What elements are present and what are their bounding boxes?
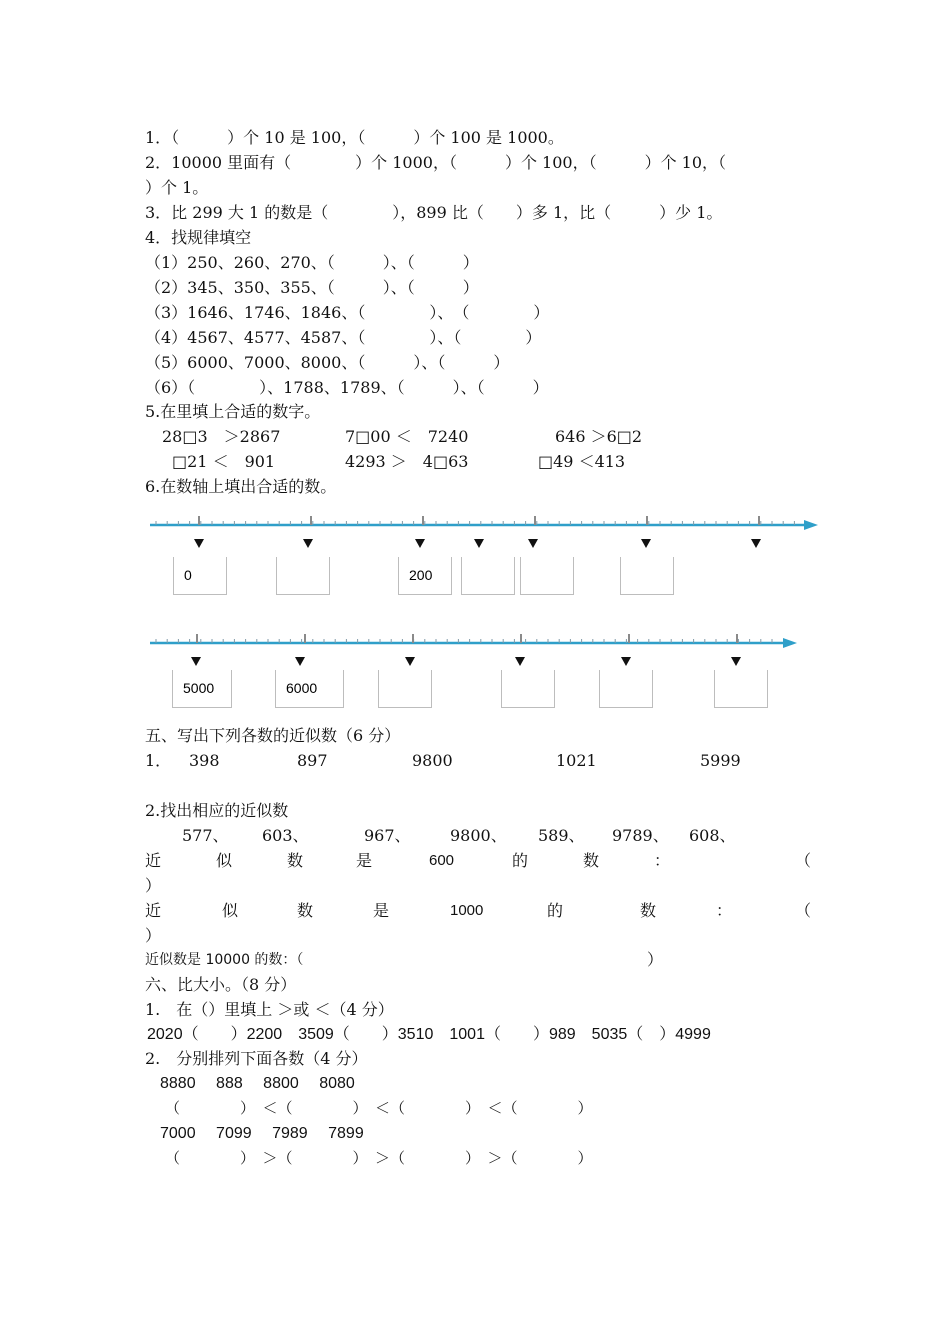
- answer-box-label: 6000: [286, 680, 318, 696]
- q5-cmp-3: 646 ＞6□2: [555, 427, 643, 446]
- pointer-arrow-icon: [641, 539, 651, 548]
- s6-q1-row: 2020（ ）2200 3509（ ）3510 1001（ ）989 5035（ ）4999: [147, 1026, 711, 1043]
- a1000-w9: （: [795, 901, 812, 920]
- s5-num-1: 398: [189, 751, 220, 770]
- a1000-w6: 的: [547, 901, 564, 920]
- s5-num-5: 5999: [700, 751, 741, 770]
- s6-set1: 8880 888 8800 8080: [160, 1075, 355, 1092]
- s5-q2-title: 2.找出相应的近似数: [145, 801, 289, 820]
- a1000-w8: ：: [716, 901, 733, 920]
- answer-box-2-5[interactable]: [599, 670, 653, 708]
- pointer-arrow-icon: [405, 657, 415, 666]
- a600-w4: 是: [356, 851, 373, 870]
- pointer-arrow-icon: [731, 657, 741, 666]
- answer-box-2-3[interactable]: [378, 670, 432, 708]
- a1000-w5: 1000: [450, 902, 484, 919]
- a1000-w7: 数: [640, 901, 657, 920]
- answer-box-1-2[interactable]: [276, 557, 330, 595]
- a1000-w2: 似: [222, 901, 239, 920]
- q4-item-4: （4）4567、4577、4587、（ ）、（ ）: [145, 328, 542, 347]
- a1000-close: ）: [145, 926, 162, 945]
- number-line-2: [0, 625, 950, 665]
- pointer-arrow-icon: [528, 539, 538, 548]
- pointer-arrow-icon: [621, 657, 631, 666]
- section6-title: 六、比大小。（8 分）: [145, 975, 297, 994]
- a10000-line: 近似数是 10000 的数：（: [145, 952, 304, 968]
- s5-num-3: 9800: [412, 751, 453, 770]
- answer-box-label: 5000: [183, 680, 215, 696]
- s5-q2-num-1: 577、: [182, 826, 229, 845]
- a10000-close: ）: [647, 950, 664, 969]
- q5-cmp-1: 28□3 ＞2867: [162, 427, 281, 446]
- q4-title: 4．找规律填空: [145, 228, 252, 247]
- q1-line: 1．（ ）个 10 是 100，（ ）个 100 是 1000。: [145, 128, 564, 147]
- pointer-arrow-icon: [415, 539, 425, 548]
- answer-box-2-2[interactable]: [275, 670, 344, 708]
- a1000-w1: 近: [145, 901, 162, 920]
- s5-q2-num-3: 967、: [364, 826, 411, 845]
- s5-q2-num-2: 603、: [262, 826, 309, 845]
- answer-box-label: 0: [184, 567, 192, 583]
- answer-box-1-5[interactable]: [520, 557, 574, 595]
- answer-box-label: 200: [409, 567, 433, 583]
- axis-arrowhead: [804, 520, 818, 530]
- s5-q2-num-5: 589、: [538, 826, 585, 845]
- q5-cmp-6: □49 ＜413: [538, 452, 626, 471]
- q4-item-5: （5）6000、7000、8000、（ ）、（ ）: [145, 353, 510, 372]
- a600-w1: 近: [145, 851, 162, 870]
- s6-set2: 7000 7099 7989 7899: [160, 1125, 364, 1142]
- q2-line-cont: ）个 1。: [145, 178, 209, 197]
- answer-box-1-3[interactable]: [398, 557, 452, 595]
- pointer-arrow-icon: [474, 539, 484, 548]
- s5-q2-num-6: 9789、: [612, 826, 669, 845]
- answer-box-2-6[interactable]: [714, 670, 768, 708]
- s6-set1-order: （ ） ＜（ ） ＜（ ） ＜（ ）: [165, 1100, 593, 1117]
- pointer-arrow-icon: [194, 539, 204, 548]
- q6-title: 6.在数轴上填出合适的数。: [145, 477, 337, 496]
- a600-w8: ：: [654, 851, 671, 870]
- pointer-arrow-icon: [191, 657, 201, 666]
- q4-item-3: （3）1646、1746、1846、（ ）、 （ ）: [145, 303, 550, 322]
- s5-nums-label: 1．: [145, 751, 172, 770]
- q4-item-1: （1）250、260、270、（ ）、（ ）: [145, 253, 479, 272]
- section5-title: 五、写出下列各数的近似数（6 分）: [145, 726, 401, 745]
- pointer-arrow-icon: [751, 539, 761, 548]
- s6-q2: 2. 分别排列下面各数（4 分）: [145, 1049, 368, 1068]
- s5-q2-num-4: 9800、: [450, 826, 507, 845]
- s6-q1: 1. 在（）里填上 ＞或 ＜（4 分）: [145, 1000, 394, 1019]
- a600-w7: 数: [583, 851, 600, 870]
- s5-q2-num-7: 608、: [689, 826, 736, 845]
- s5-num-2: 897: [297, 751, 328, 770]
- a600-w2: 似: [216, 851, 233, 870]
- pointer-arrow-icon: [303, 539, 313, 548]
- answer-box-2-4[interactable]: [501, 670, 555, 708]
- q5-cmp-2: 7□00 ＜ 7240: [345, 427, 469, 446]
- pointer-arrow-icon: [515, 657, 525, 666]
- a600-w5: 600: [429, 852, 455, 869]
- answer-box-1-6[interactable]: [620, 557, 674, 595]
- q4-item-2: （2）345、350、355、（ ）、（ ）: [145, 278, 479, 297]
- q3-line: 3．比 299 大 1 的数是（ ），899 比（ ）多 1，比（ ）少 1。: [145, 203, 723, 222]
- answer-box-2-1[interactable]: [172, 670, 232, 708]
- q2-line: 2．10000 里面有（ ）个 1000，（ ）个 100，（ ）个 10，（: [145, 153, 727, 172]
- a600-w3: 数: [287, 851, 304, 870]
- a1000-w4: 是: [373, 901, 390, 920]
- number-line-1: [0, 505, 950, 545]
- q5-title: 5.在里填上合适的数字。: [145, 402, 321, 421]
- axis-arrowhead: [783, 638, 797, 648]
- answer-box-1-1[interactable]: [173, 557, 227, 595]
- a600-w6: 的: [512, 851, 529, 870]
- s6-set2-order: （ ） ＞（ ） ＞（ ） ＞（ ）: [165, 1150, 593, 1167]
- a600-w9: （: [795, 851, 812, 870]
- q5-cmp-4: □21 ＜ 901: [172, 452, 276, 471]
- answer-box-1-4[interactable]: [461, 557, 515, 595]
- s5-num-4: 1021: [556, 751, 597, 770]
- pointer-arrow-icon: [295, 657, 305, 666]
- a1000-w3: 数: [297, 901, 314, 920]
- q5-cmp-5: 4293 ＞ 4□63: [345, 452, 469, 471]
- a600-close: ）: [145, 876, 162, 895]
- q4-item-6: （6）（ ）、1788、1789、（ ）、（ ）: [145, 378, 549, 397]
